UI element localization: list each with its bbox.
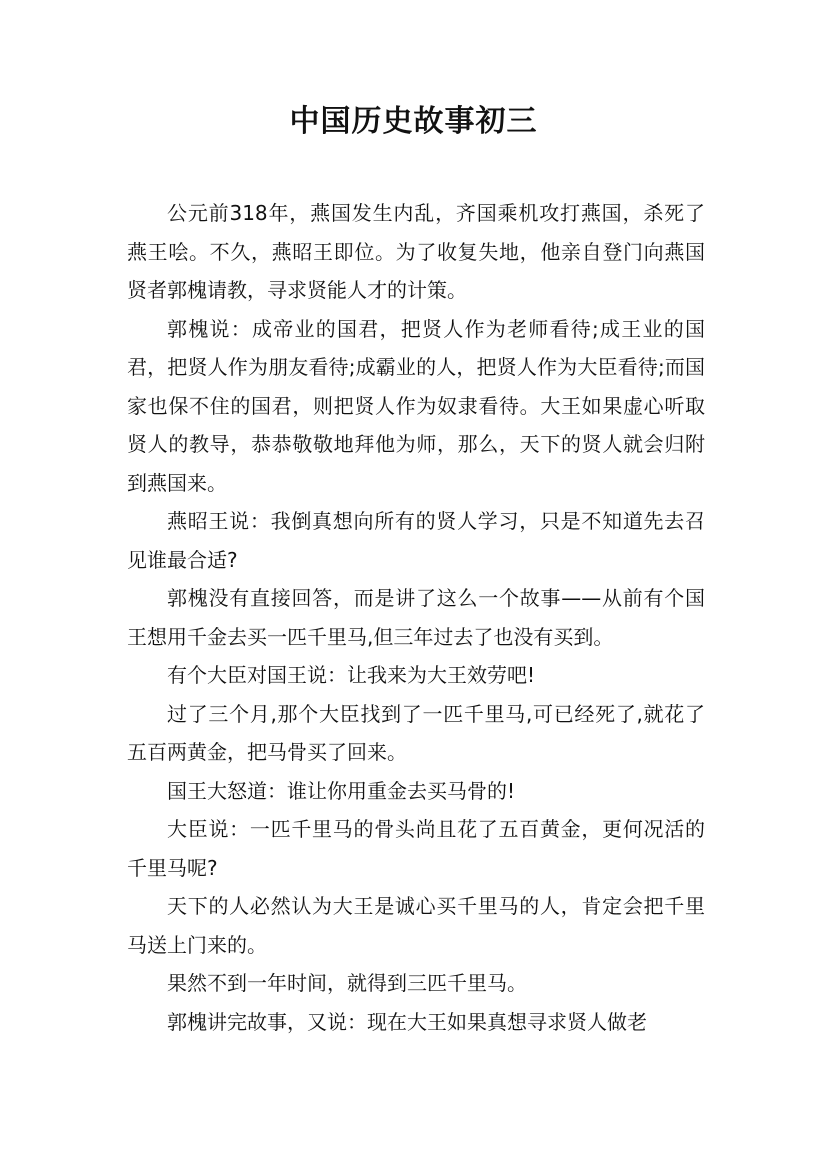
paragraph: 公元前318年，燕国发生内乱，齐国乘机攻打燕国，杀死了燕王哙。不久，燕昭王即位。为了收复失地，他亲自登门向燕国贤者郭槐请教，寻求贤能人才的计策。: [127, 201, 705, 302]
paragraph: 燕昭王说：我倒真想向所有的贤人学习，只是不知道先去召见谁最合适?: [127, 509, 705, 572]
paragraph: 郭槐没有直接回答，而是讲了这么一个故事——从前有个国王想用千金去买一匹千里马,但三年过去了也没有买到。: [127, 586, 705, 649]
paragraph: 果然不到一年时间，就得到三匹千里马。: [167, 971, 527, 995]
paragraph: 国王大怒道：谁让你用重金去买马骨的!: [167, 778, 516, 803]
paragraph: 郭槐讲完故事，又说：现在大王如果真想寻求贤人做老: [167, 1009, 647, 1034]
paragraph: 过了三个月,那个大臣找到了一匹千里马,可已经死了,就花了五百两黄金，把马骨买了回来。: [127, 701, 705, 764]
document-title: 中国历史故事初三: [289, 104, 538, 139]
document-body: [127, 194, 705, 1041]
paragraph: 天下的人必然认为大王是诚心买千里马的人，肯定会把千里马送上门来的。: [127, 894, 705, 957]
paragraph: 大臣说：一匹千里马的骨头尚且花了五百黄金，更何况活的千里马呢?: [127, 817, 705, 880]
paragraph: 有个大臣对国王说：让我来为大王效劳吧!: [167, 663, 536, 687]
paragraph: 郭槐说：成帝业的国君，把贤人作为老师看待;成王业的国君，把贤人作为朋友看待;成霸业的人，把贤人作为大臣看待;而国家也保不住的国君，则把贤人作为奴隶看待。大王如果虚心听取贤人的教导，恭恭敬敬地拜他为师，那么，天下的贤人就会归附到燕国来。: [127, 316, 705, 495]
